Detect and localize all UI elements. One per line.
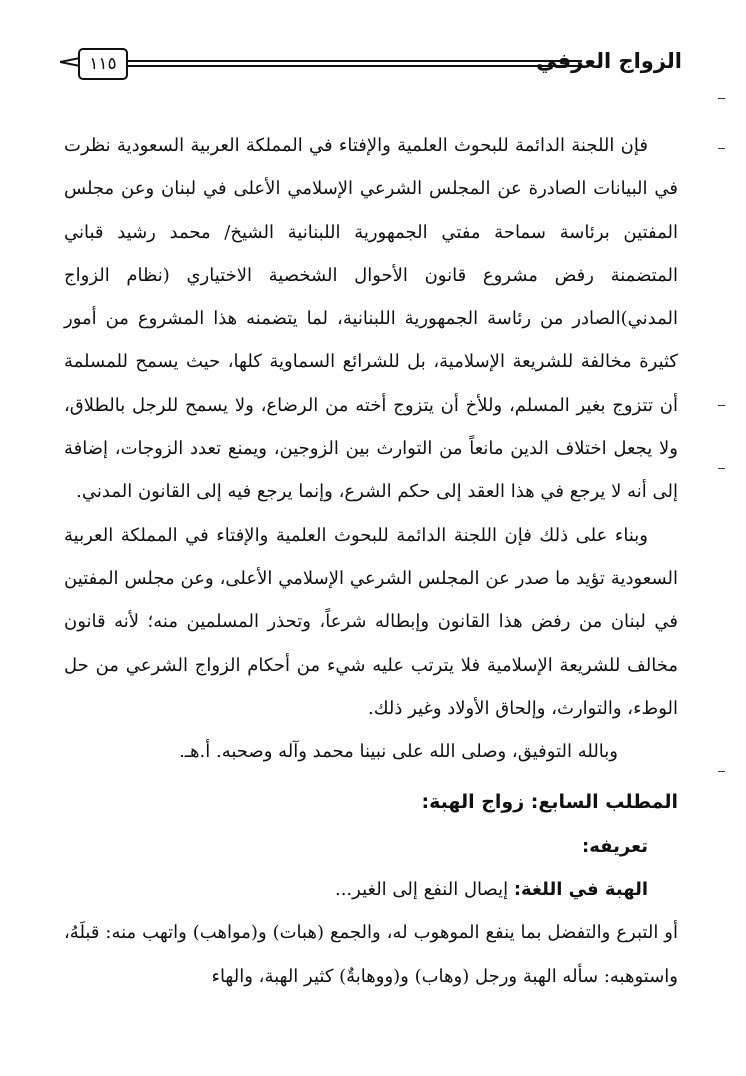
margin-mark (718, 771, 725, 772)
closing-line: وبالله التوفيق، وصلى الله على نبينا محمد وآله وصحبه. أ.هـ. (179, 741, 618, 763)
page-header (60, 46, 682, 86)
header-rule-bottom (112, 65, 582, 67)
header-ornament-icon (60, 56, 80, 68)
definition-term: الهبة في اللغة: (513, 879, 648, 901)
paragraph: أو التبرع والتفضل بما ينفع الموهوب له، والجمع (هبات) و(مواهب) واتهب منه: قبلَهُ، واستوهبه: سأله الهبة ورجل (وهاب) و(ووهابةٌ) كثير الهبة، والهاء (64, 922, 678, 987)
margin-mark (718, 405, 725, 406)
definition-line (64, 868, 678, 911)
running-title: الزواج العرفي (536, 49, 682, 73)
margin-mark (718, 98, 725, 99)
header-rule-top (112, 60, 582, 62)
section-heading: المطلب السابع: زواج الهبة: (421, 791, 678, 814)
paragraph: فإن اللجنة الدائمة للبحوث العلمية والإفتاء في المملكة العربية السعودية نظرت في البيانات الصادرة عن المجلس الشرعي الإسلامي الأعلى في لبنان وعن مجلس المفتين برئاسة سماحة مفتي الجمهورية اللبنانية الشيخ/ محمد رشيد قباني المتضمنة رفض مشروع قانون الأحوال الشخصية الاختياري (نظام الزواج المدني)الصادر من رئاسة الجمهورية اللبنانية، لما يتضمنه هذا المشروع من أمور كثيرة مخالفة للشريعة الإسلامية، بل للشرائع السماوية كلها، حيث يسمح للمسلمة أن تتزوج بغير المسلم، وللأخ أن يتزوج أخته من الرضاع، ولا يسمح للرجل بالطلاق، ولا يجعل اختلاف الدين مانعاً من التوارث بين الزوجين، ويمنع تعدد الزوجات، إضافة إلى أنه لا يرجع في هذا العقد إلى حكم الشرع، وإنما يرجع فيه إلى القانون المدني. (64, 135, 678, 503)
margin-mark (718, 148, 725, 149)
page-number: ١١٥ (78, 48, 128, 80)
definition-heading: تعريفه: (582, 835, 648, 857)
definition-text: إيصال النفع إلى الغير... (334, 879, 514, 901)
paragraph: وبناء على ذلك فإن اللجنة الدائمة للبحوث العلمية والإفتاء في المملكة العربية السعودية تؤيد ما صدر عن المجلس الشرعي الإسلامي الأعلى، وعن مجلس المفتين في لبنان من رفض هذا القانون وإبطاله شرعاً، وتحذر المسلمين منه؛ لأنه قانون مخالف للشريعة الإسلامية فلا يترتب عليه شيء من أحكام الزواج الشرعي من حل الوطء، والتوارث، وإلحاق الأولاد وغير ذلك. (64, 524, 678, 719)
margin-mark (718, 468, 725, 469)
body-text (64, 124, 678, 998)
